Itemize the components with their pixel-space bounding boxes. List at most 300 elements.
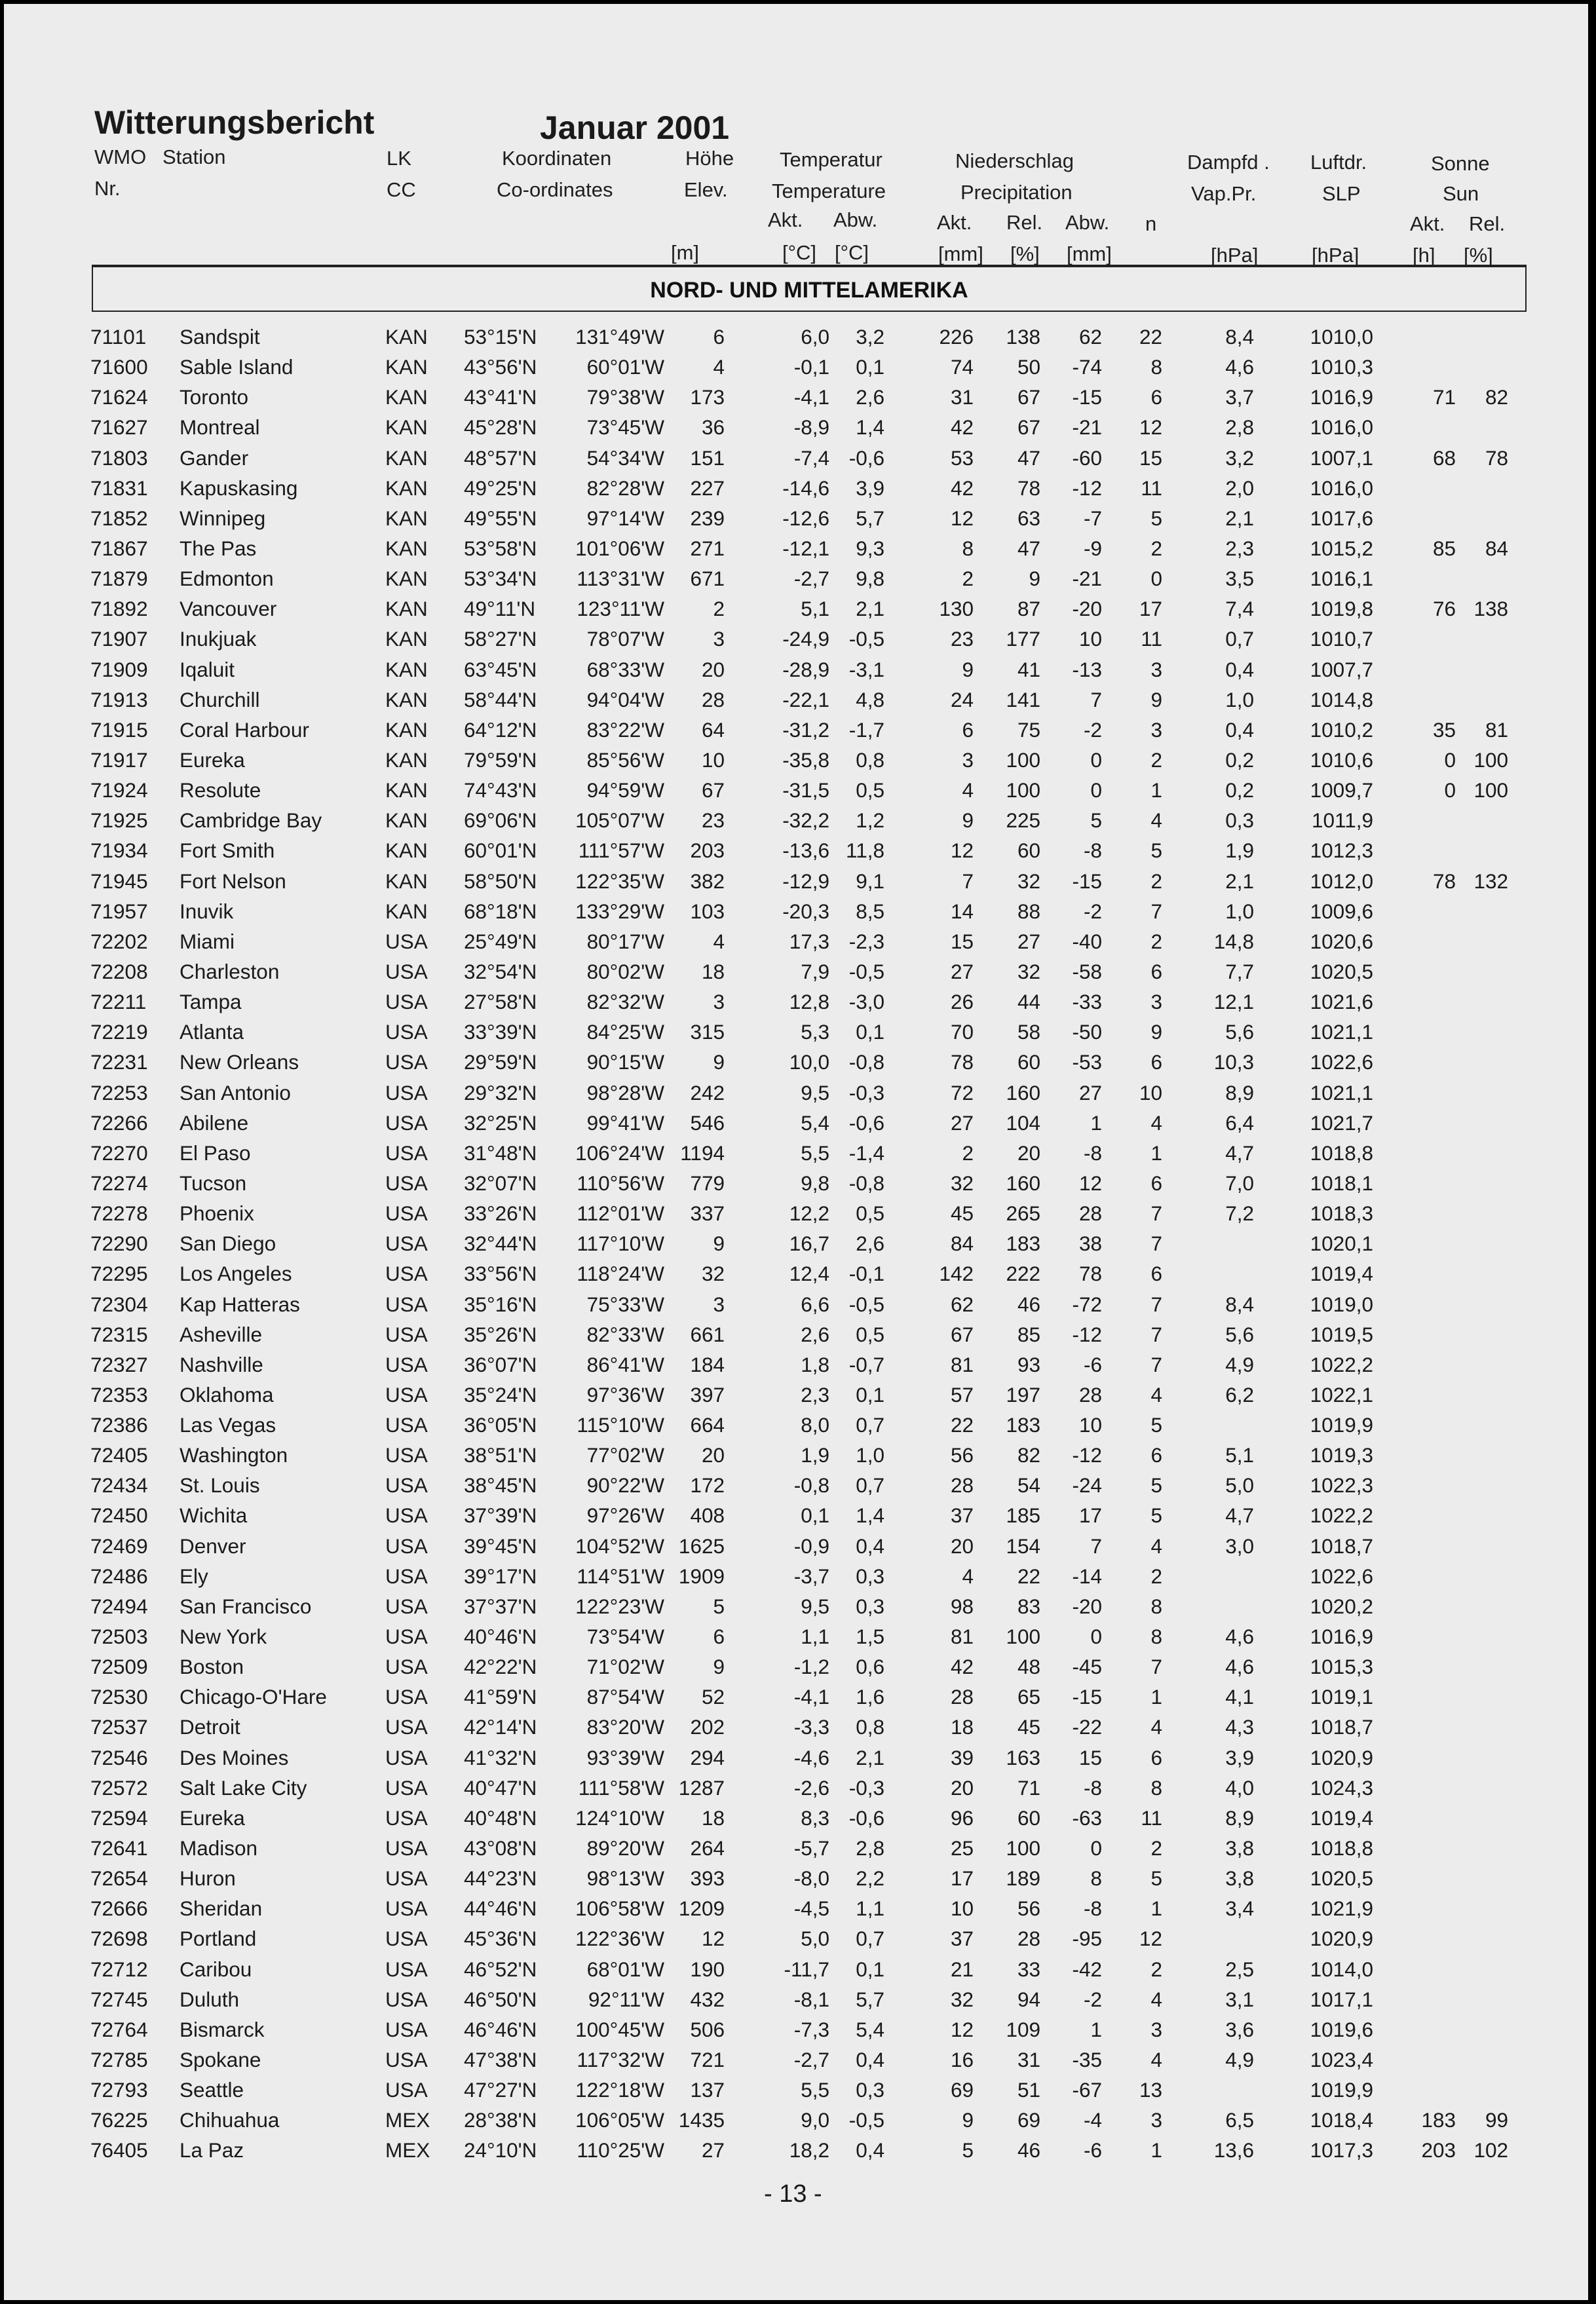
cell-vapor-pressure: 6,5 [1225, 2108, 1254, 2132]
cell-longitude: 86°41'W [586, 1352, 664, 1376]
cell-precip-rel: 31 [1017, 2048, 1040, 2072]
table-row [4, 1564, 1588, 1595]
cell-temp-akt: 12,4 [789, 1262, 829, 1286]
cell-precip-abw: -53 [1072, 1050, 1102, 1074]
cell-precip-rel: 32 [1017, 959, 1040, 983]
cell-precip-days: 11 [1141, 476, 1162, 500]
cell-precip-days: 10 [1139, 1080, 1162, 1105]
cell-longitude: 82°32'W [586, 990, 664, 1014]
cell-temp-akt: -28,9 [782, 657, 829, 681]
cell-vapor-pressure: 4,0 [1225, 1775, 1254, 1800]
cell-precip-abw: -2 [1083, 899, 1102, 923]
table-row [4, 1655, 1588, 1685]
cell-elevation: 506 [690, 2017, 725, 2041]
cell-precip-rel: 46 [1017, 2138, 1040, 2162]
cell-wmo-nr: 71934 [90, 839, 148, 863]
cell-country-code: USA [385, 1232, 428, 1256]
cell-vapor-pressure: 6,4 [1225, 1110, 1254, 1135]
cell-sea-level-pressure: 1019,6 [1310, 2017, 1373, 2041]
report-title: Witterungsbericht [94, 104, 375, 141]
cell-station-name: Winnipeg [180, 506, 266, 530]
table-row [4, 1503, 1588, 1534]
cell-longitude: 60°01'W [586, 355, 664, 379]
cell-wmo-nr: 72253 [90, 1080, 148, 1105]
cell-elevation: 315 [690, 1020, 725, 1044]
cell-wmo-nr: 72219 [90, 1020, 148, 1044]
cell-station-name: Iqaluit [180, 657, 235, 681]
cell-longitude: 124°10'W [575, 1805, 664, 1830]
cell-precip-days: 8 [1150, 355, 1162, 379]
cell-precip-rel: 54 [1017, 1473, 1040, 1498]
cell-precip-abw: 12 [1078, 1171, 1102, 1195]
table-row [4, 355, 1588, 385]
cell-precip-days: 7 [1150, 1322, 1162, 1346]
hdr-temp-akt-unit: [°C] [782, 241, 817, 264]
cell-precip-rel: 22 [1017, 1564, 1040, 1588]
cell-station-name: San Francisco [180, 1594, 312, 1618]
cell-temp-abw: 11,8 [846, 839, 884, 863]
cell-sea-level-pressure: 1020,9 [1310, 1927, 1373, 1951]
cell-longitude: 84°25'W [586, 1020, 664, 1044]
cell-wmo-nr: 72572 [90, 1775, 148, 1800]
cell-latitude: 36°05'N [464, 1413, 537, 1437]
cell-station-name: Bismarck [180, 2017, 265, 2041]
cell-temp-abw: 1,0 [856, 1443, 884, 1467]
cell-sea-level-pressure: 1022,6 [1310, 1564, 1373, 1588]
cell-precip-abw: -7 [1083, 506, 1102, 530]
cell-latitude: 24°10'N [464, 2138, 537, 2162]
cell-elevation: 1625 [678, 1534, 725, 1558]
cell-elevation: 239 [690, 506, 725, 530]
cell-wmo-nr: 72546 [90, 1745, 148, 1769]
cell-country-code: KAN [385, 747, 428, 772]
cell-temp-akt: 5,0 [801, 1927, 829, 1951]
cell-temp-abw: 1,2 [856, 808, 884, 833]
cell-elevation: 382 [690, 869, 725, 893]
table-row [4, 597, 1588, 627]
cell-elevation: 4 [713, 929, 725, 953]
cell-precip-akt: 4 [962, 778, 974, 803]
cell-temp-akt: 9,5 [801, 1594, 829, 1618]
cell-temp-abw: 1,5 [856, 1625, 884, 1649]
cell-precip-rel: 189 [1006, 1866, 1040, 1891]
cell-elevation: 2 [713, 597, 725, 621]
cell-precip-days: 7 [1150, 899, 1162, 923]
cell-station-name: Washington [180, 1443, 288, 1467]
cell-temp-akt: 2,6 [801, 1322, 829, 1346]
cell-station-name: Boston [180, 1655, 244, 1679]
cell-temp-abw: 0,1 [856, 1382, 884, 1407]
cell-sea-level-pressure: 1019,3 [1310, 1443, 1373, 1467]
cell-country-code: KAN [385, 506, 428, 530]
table-row [4, 1081, 1588, 1111]
cell-vapor-pressure: 7,0 [1225, 1171, 1254, 1195]
cell-latitude: 46°46'N [464, 2017, 537, 2041]
table-row [4, 1988, 1588, 2018]
cell-longitude: 94°59'W [586, 778, 664, 803]
cell-longitude: 90°22'W [586, 1473, 664, 1498]
table-row [4, 325, 1588, 355]
cell-temp-abw: 0,1 [856, 355, 884, 379]
cell-elevation: 721 [690, 2048, 725, 2072]
cell-elevation: 242 [690, 1080, 725, 1105]
cell-precip-abw: -72 [1072, 1292, 1102, 1316]
cell-precip-akt: 42 [950, 476, 974, 500]
cell-sea-level-pressure: 1007,7 [1310, 657, 1373, 681]
cell-precip-rel: 141 [1006, 687, 1040, 711]
cell-temp-abw: 0,5 [856, 1322, 884, 1346]
cell-precip-akt: 72 [950, 1080, 974, 1105]
cell-sea-level-pressure: 1009,7 [1310, 778, 1373, 803]
cell-precip-rel: 41 [1017, 657, 1040, 681]
cell-temp-akt: 16,7 [789, 1232, 829, 1256]
cell-precip-akt: 56 [950, 1443, 974, 1467]
cell-wmo-nr: 71913 [90, 687, 148, 711]
cell-station-name: San Diego [180, 1232, 276, 1256]
hdr-slp-unit: [hPa] [1312, 244, 1359, 267]
cell-sea-level-pressure: 1009,6 [1310, 899, 1373, 923]
cell-latitude: 42°22'N [464, 1655, 537, 1679]
cell-longitude: 110°56'W [577, 1171, 664, 1195]
cell-sea-level-pressure: 1018,3 [1310, 1201, 1373, 1226]
cell-precip-rel: 100 [1006, 747, 1040, 772]
cell-station-name: Coral Harbour [180, 717, 309, 742]
cell-station-name: Churchill [180, 687, 260, 711]
cell-elevation: 408 [690, 1503, 725, 1528]
cell-wmo-nr: 72208 [90, 959, 148, 983]
cell-longitude: 106°24'W [575, 1141, 664, 1165]
cell-wmo-nr: 72594 [90, 1805, 148, 1830]
cell-station-name: St. Louis [180, 1473, 260, 1498]
cell-country-code: KAN [385, 325, 428, 349]
cell-country-code: USA [385, 1745, 428, 1769]
cell-longitude: 80°17'W [586, 929, 664, 953]
cell-precip-days: 2 [1150, 747, 1162, 772]
cell-country-code: KAN [385, 778, 428, 803]
cell-temp-akt: 8,0 [801, 1413, 829, 1437]
hdr-cc: CC [387, 178, 416, 201]
cell-elevation: 779 [690, 1171, 725, 1195]
cell-vapor-pressure: 3,4 [1225, 1897, 1254, 1921]
cell-country-code: USA [385, 1594, 428, 1618]
cell-country-code: USA [385, 1897, 428, 1921]
cell-longitude: 122°35'W [575, 869, 664, 893]
cell-longitude: 100°45'W [575, 2017, 664, 2041]
table-row [4, 1443, 1588, 1473]
cell-country-code: KAN [385, 717, 428, 742]
cell-precip-days: 15 [1139, 445, 1162, 470]
cell-longitude: 68°33'W [586, 657, 664, 681]
cell-wmo-nr: 71624 [90, 385, 148, 409]
cell-country-code: USA [385, 1503, 428, 1528]
cell-precip-rel: 44 [1017, 990, 1040, 1014]
cell-temp-abw: 2,1 [856, 1745, 884, 1769]
cell-latitude: 29°59'N [464, 1050, 537, 1074]
cell-precip-rel: 185 [1006, 1503, 1040, 1528]
cell-temp-akt: -2,7 [793, 2048, 829, 2072]
cell-precip-akt: 4 [962, 1564, 974, 1588]
cell-precip-days: 2 [1150, 869, 1162, 893]
table-row [4, 385, 1588, 415]
cell-elevation: 3 [713, 990, 725, 1014]
cell-country-code: USA [385, 1715, 428, 1739]
cell-precip-days: 11 [1141, 1805, 1162, 1830]
cell-precip-rel: 93 [1017, 1352, 1040, 1376]
table-row [4, 1595, 1588, 1625]
hdr-temp-akt: Akt. [768, 208, 803, 231]
cell-elevation: 172 [690, 1473, 725, 1498]
cell-precip-rel: 100 [1006, 778, 1040, 803]
cell-precip-rel: 50 [1017, 355, 1040, 379]
cell-sea-level-pressure: 1016,9 [1310, 1625, 1373, 1649]
cell-longitude: 118°24'W [577, 1262, 664, 1286]
cell-vapor-pressure: 0,4 [1225, 717, 1254, 742]
cell-sea-level-pressure: 1016,0 [1310, 476, 1373, 500]
cell-temp-abw: 9,8 [856, 567, 884, 591]
cell-precip-rel: 138 [1006, 325, 1040, 349]
cell-sea-level-pressure: 1020,5 [1310, 1866, 1373, 1891]
cell-vapor-pressure: 4,9 [1225, 2048, 1254, 2072]
cell-elevation: 5 [713, 1594, 725, 1618]
cell-temp-akt: 5,3 [801, 1020, 829, 1044]
table-row [4, 1776, 1588, 1806]
cell-sea-level-pressure: 1015,3 [1310, 1655, 1373, 1679]
cell-precip-days: 4 [1150, 2048, 1162, 2072]
cell-country-code: KAN [385, 567, 428, 591]
cell-temp-akt: 9,8 [801, 1171, 829, 1195]
cell-temp-akt: -3,7 [793, 1564, 829, 1588]
cell-precip-rel: 160 [1006, 1171, 1040, 1195]
cell-precip-rel: 32 [1017, 869, 1040, 893]
cell-sea-level-pressure: 1023,4 [1310, 2048, 1373, 2072]
cell-precip-rel: 183 [1006, 1413, 1040, 1437]
cell-wmo-nr: 72745 [90, 1987, 148, 2011]
cell-longitude: 114°51'W [577, 1564, 664, 1588]
table-row [4, 990, 1588, 1020]
cell-latitude: 60°01'N [464, 839, 537, 863]
cell-latitude: 25°49'N [464, 929, 537, 953]
cell-station-name: Portland [180, 1927, 257, 1951]
hdr-koordinaten: Koordinaten [502, 147, 612, 170]
cell-temp-abw: -0,5 [848, 2108, 884, 2132]
cell-elevation: 202 [690, 1715, 725, 1739]
cell-precip-days: 4 [1150, 1110, 1162, 1135]
table-row [4, 1201, 1588, 1232]
cell-country-code: KAN [385, 808, 428, 833]
cell-wmo-nr: 72266 [90, 1110, 148, 1135]
cell-vapor-pressure: 7,2 [1225, 1201, 1254, 1226]
cell-precip-rel: 47 [1017, 536, 1040, 560]
cell-elevation: 203 [690, 839, 725, 863]
cell-precip-rel: 88 [1017, 899, 1040, 923]
cell-country-code: KAN [385, 627, 428, 651]
cell-sea-level-pressure: 1007,1 [1310, 445, 1373, 470]
cell-elevation: 28 [701, 687, 725, 711]
cell-temp-akt: -4,6 [793, 1745, 829, 1769]
table-row [4, 2018, 1588, 2048]
cell-precip-abw: -8 [1083, 839, 1102, 863]
cell-latitude: 47°38'N [464, 2048, 537, 2072]
cell-longitude: 113°31'W [577, 567, 664, 591]
cell-precip-days: 8 [1150, 1625, 1162, 1649]
hdr-sun-akt-unit: [h] [1413, 244, 1435, 267]
cell-elevation: 184 [690, 1352, 725, 1376]
cell-temp-abw: -0,1 [848, 1262, 884, 1286]
cell-station-name: Kapuskasing [180, 476, 298, 500]
cell-temp-akt: -31,2 [782, 717, 829, 742]
cell-latitude: 32°44'N [464, 1232, 537, 1256]
cell-precip-rel: 154 [1006, 1534, 1040, 1558]
cell-latitude: 58°50'N [464, 869, 537, 893]
cell-precip-akt: 96 [950, 1805, 974, 1830]
cell-temp-abw: 0,4 [856, 1534, 884, 1558]
hdr-elev-unit: [m] [671, 241, 700, 264]
cell-vapor-pressure: 2,3 [1225, 536, 1254, 560]
cell-sun-relative: 102 [1473, 2138, 1508, 2162]
cell-precip-rel: 33 [1017, 1957, 1040, 1981]
cell-precip-days: 2 [1150, 1564, 1162, 1588]
cell-precip-akt: 12 [950, 839, 974, 863]
cell-vapor-pressure: 13,6 [1213, 2138, 1254, 2162]
cell-longitude: 101°06'W [575, 536, 664, 560]
cell-temp-abw: 1,4 [856, 415, 884, 440]
region-bar [92, 266, 1527, 312]
cell-longitude: 98°13'W [586, 1866, 664, 1891]
cell-country-code: USA [385, 1322, 428, 1346]
cell-precip-days: 5 [1150, 1473, 1162, 1498]
cell-latitude: 40°46'N [464, 1625, 537, 1649]
cell-wmo-nr: 71957 [90, 899, 148, 923]
cell-elevation: 23 [701, 808, 725, 833]
table-row [4, 2108, 1588, 2138]
cell-vapor-pressure: 2,1 [1225, 869, 1254, 893]
hdr-hoehe: Höhe [685, 147, 734, 170]
cell-longitude: 92°11'W [588, 1987, 664, 2011]
cell-temp-abw: 3,9 [856, 476, 884, 500]
cell-precip-akt: 81 [950, 1352, 974, 1376]
hdr-precip-rel: Rel. [1006, 211, 1043, 234]
cell-temp-akt: 10,0 [789, 1050, 829, 1074]
cell-precip-abw: -13 [1072, 657, 1102, 681]
cell-precip-abw: 27 [1078, 1080, 1102, 1105]
cell-wmo-nr: 71600 [90, 355, 148, 379]
cell-temp-abw: -0,5 [848, 1292, 884, 1316]
cell-latitude: 35°26'N [464, 1322, 537, 1346]
cell-precip-abw: -67 [1072, 2078, 1102, 2102]
cell-sun-hours: 0 [1444, 778, 1456, 803]
cell-wmo-nr: 76225 [90, 2108, 148, 2132]
cell-latitude: 32°07'N [464, 1171, 537, 1195]
cell-precip-days: 3 [1150, 990, 1162, 1014]
cell-vapor-pressure: 2,8 [1225, 415, 1254, 440]
cell-latitude: 35°24'N [464, 1382, 537, 1407]
cell-sun-hours: 76 [1432, 597, 1456, 621]
cell-country-code: USA [385, 1292, 428, 1316]
cell-precip-akt: 23 [950, 627, 974, 651]
cell-precip-abw: 17 [1078, 1503, 1102, 1528]
cell-temp-akt: -7,3 [793, 2017, 829, 2041]
cell-precip-days: 2 [1150, 1957, 1162, 1981]
cell-sea-level-pressure: 1011,9 [1311, 808, 1373, 833]
cell-longitude: 73°45'W [586, 415, 664, 440]
cell-precip-abw: -50 [1072, 1020, 1102, 1044]
cell-wmo-nr: 72304 [90, 1292, 148, 1316]
cell-country-code: USA [385, 1473, 428, 1498]
cell-precip-rel: 87 [1017, 597, 1040, 621]
cell-station-name: Las Vegas [180, 1413, 276, 1437]
cell-elevation: 190 [690, 1957, 725, 1981]
cell-vapor-pressure: 5,1 [1225, 1443, 1254, 1467]
cell-sun-hours: 0 [1444, 747, 1456, 772]
cell-elevation: 1209 [678, 1897, 725, 1921]
hdr-temperature: Temperature [772, 179, 886, 202]
cell-temp-akt: -12,9 [782, 869, 829, 893]
cell-vapor-pressure: 4,6 [1225, 355, 1254, 379]
cell-precip-rel: 60 [1017, 1805, 1040, 1830]
cell-precip-akt: 22 [950, 1413, 974, 1437]
cell-temp-abw: -2,3 [848, 929, 884, 953]
cell-country-code: MEX [385, 2108, 430, 2132]
cell-temp-akt: -4,1 [793, 385, 829, 409]
cell-temp-akt: -31,5 [782, 778, 829, 803]
table-row [4, 1806, 1588, 1836]
hdr-vap-unit: [hPa] [1211, 244, 1259, 267]
cell-precip-akt: 78 [950, 1050, 974, 1074]
cell-temp-akt: 1,9 [801, 1443, 829, 1467]
cell-sea-level-pressure: 1022,3 [1310, 1473, 1373, 1498]
cell-station-name: Duluth [180, 1987, 240, 2011]
table-row [4, 1413, 1588, 1443]
cell-precip-abw: -8 [1083, 1775, 1102, 1800]
cell-country-code: USA [385, 2078, 428, 2102]
cell-precip-days: 5 [1150, 1413, 1162, 1437]
cell-station-name: New Orleans [180, 1050, 299, 1074]
cell-sea-level-pressure: 1018,8 [1310, 1836, 1373, 1860]
cell-elevation: 9 [713, 1050, 725, 1074]
cell-precip-days: 2 [1150, 536, 1162, 560]
cell-latitude: 36°07'N [464, 1352, 537, 1376]
cell-precip-rel: 63 [1017, 506, 1040, 530]
table-row [4, 1866, 1588, 1897]
cell-precip-abw: -2 [1083, 1987, 1102, 2011]
cell-sun-relative: 100 [1473, 778, 1508, 803]
cell-country-code: USA [385, 1050, 428, 1074]
cell-sea-level-pressure: 1016,1 [1310, 567, 1373, 591]
cell-precip-abw: 1 [1090, 1110, 1102, 1135]
cell-elevation: 27 [701, 2138, 725, 2162]
cell-precip-days: 2 [1150, 929, 1162, 953]
cell-vapor-pressure: 14,8 [1213, 929, 1254, 953]
cell-wmo-nr: 72666 [90, 1897, 148, 1921]
cell-precip-rel: 100 [1006, 1836, 1040, 1860]
cell-precip-abw: -6 [1083, 2138, 1102, 2162]
cell-wmo-nr: 72211 [90, 990, 147, 1014]
cell-precip-rel: 9 [1029, 567, 1040, 591]
cell-vapor-pressure: 4,9 [1225, 1352, 1254, 1376]
cell-precip-abw: -20 [1072, 597, 1102, 621]
cell-elevation: 6 [713, 325, 725, 349]
cell-temp-abw: 5,4 [856, 2017, 884, 2041]
cell-temp-abw: -0,8 [848, 1171, 884, 1195]
cell-longitude: 68°01'W [586, 1957, 664, 1981]
cell-elevation: 6 [713, 1625, 725, 1649]
cell-country-code: USA [385, 1805, 428, 1830]
table-row [4, 960, 1588, 990]
cell-sea-level-pressure: 1010,6 [1310, 747, 1373, 772]
cell-sea-level-pressure: 1021,1 [1310, 1020, 1373, 1044]
cell-latitude: 37°39'N [464, 1503, 537, 1528]
cell-vapor-pressure: 7,7 [1225, 959, 1254, 983]
